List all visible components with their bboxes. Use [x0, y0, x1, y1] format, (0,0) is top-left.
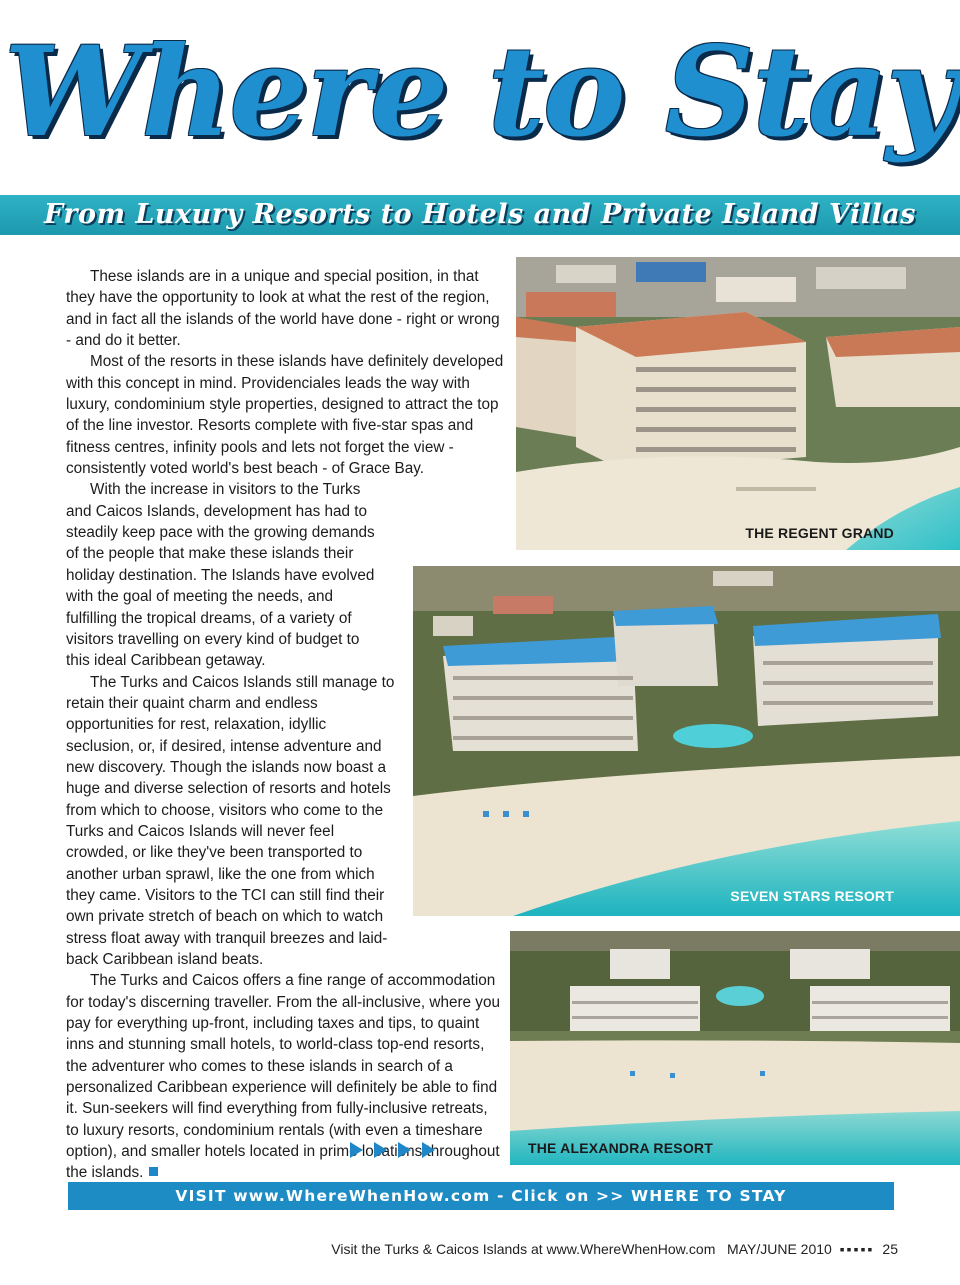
- paragraph-text: The Turks and Caicos offers a fine range of accommodation for today's discerning traveller. From the all-inclusive, where you pay for everything up-front, including taxes and tips, to quaint inns and stunning small hotels, to world-class top-end resorts, the adventurer who comes to these islands in search of a personalized Caribbean experience will definitely be able to find it. Sun-seekers will find everything from fully-inclusive retreats, to luxury resorts, condominium rentals (with even a timeshare option), and smaller hotels located in prime locations throughout the islands.: [66, 972, 500, 1182]
- photo-caption: THE ALEXANDRA RESORT: [528, 1140, 713, 1156]
- paragraph: [66, 672, 396, 971]
- alexandra-photo: [510, 931, 960, 1165]
- seven-stars-photo: [413, 566, 960, 916]
- page-number: 25: [882, 1241, 898, 1257]
- paragraph-text: The Turks and Caicos Islands still manage to retain their quaint charm and endless opportunities for rest, relaxation, idyllic seclusion, or, if desired, intense adventure and new discovery. Though the islands now boast a huge and diverse selection of resorts and hotels from which to choose, visitors who come to the Turks and Caicos Islands will never feel crowded, or like they've been transported to another urban sprawl, like the one from which they came. Visitors to the TCI can still find their own private stretch of beach on which to watch stress float away with tranquil breezes and laid-back Caribbean island beats.: [66, 673, 395, 968]
- issue-date: MAY/JUNE 2010: [727, 1241, 832, 1257]
- paragraph: These islands are in a unique and special position, in that they have the opportunity to look at what the rest of the region, and in fact all the islands of the world have done - right or wrong - and do it better.: [66, 268, 500, 350]
- photo-caption: THE REGENT GRAND: [745, 525, 894, 541]
- paragraph: With the increase in visitors to the Turks and Caicos Islands, development has had to steadily keep pace with the growing demands of the people that make these islands their holiday destination. The Islands have evolved with the goal of meeting the needs, and fulfilling the tropical dreams, of a variety of visitors travelling on every kind of budget to this ideal Caribbean getaway.: [66, 481, 375, 670]
- subtitle-text: From Luxury Resorts to Hotels and Private Island Villas: [44, 199, 916, 230]
- photo-caption: SEVEN STARS RESORT: [730, 888, 894, 904]
- paragraph: Most of the resorts in these islands have definitely developed with this concept in mind. Providenciales leads the way with luxury, condominium style properties, designed to attract the top of the line investor. Resorts complete with five-star spas and fitness centres, infinity pools and lets not forget the view - consistently voted world's best beach - of Grace Bay.: [66, 353, 504, 478]
- subtitle-banner: [0, 195, 960, 235]
- visit-website-link[interactable]: VISIT www.WhereWhenHow.com - Click on >> WHERE TO STAY: [68, 1182, 894, 1210]
- continue-arrows-icon: [350, 1142, 446, 1162]
- page-footer: [0, 1241, 898, 1257]
- page-title: Where to Stay: [3, 20, 957, 165]
- end-mark-icon: [149, 1167, 158, 1176]
- regent-grand-photo: [516, 257, 960, 550]
- footer-dots-icon: ▪▪▪▪▪: [839, 1241, 875, 1257]
- footer-text: Visit the Turks & Caicos Islands at www.WhereWhenHow.com: [331, 1241, 716, 1257]
